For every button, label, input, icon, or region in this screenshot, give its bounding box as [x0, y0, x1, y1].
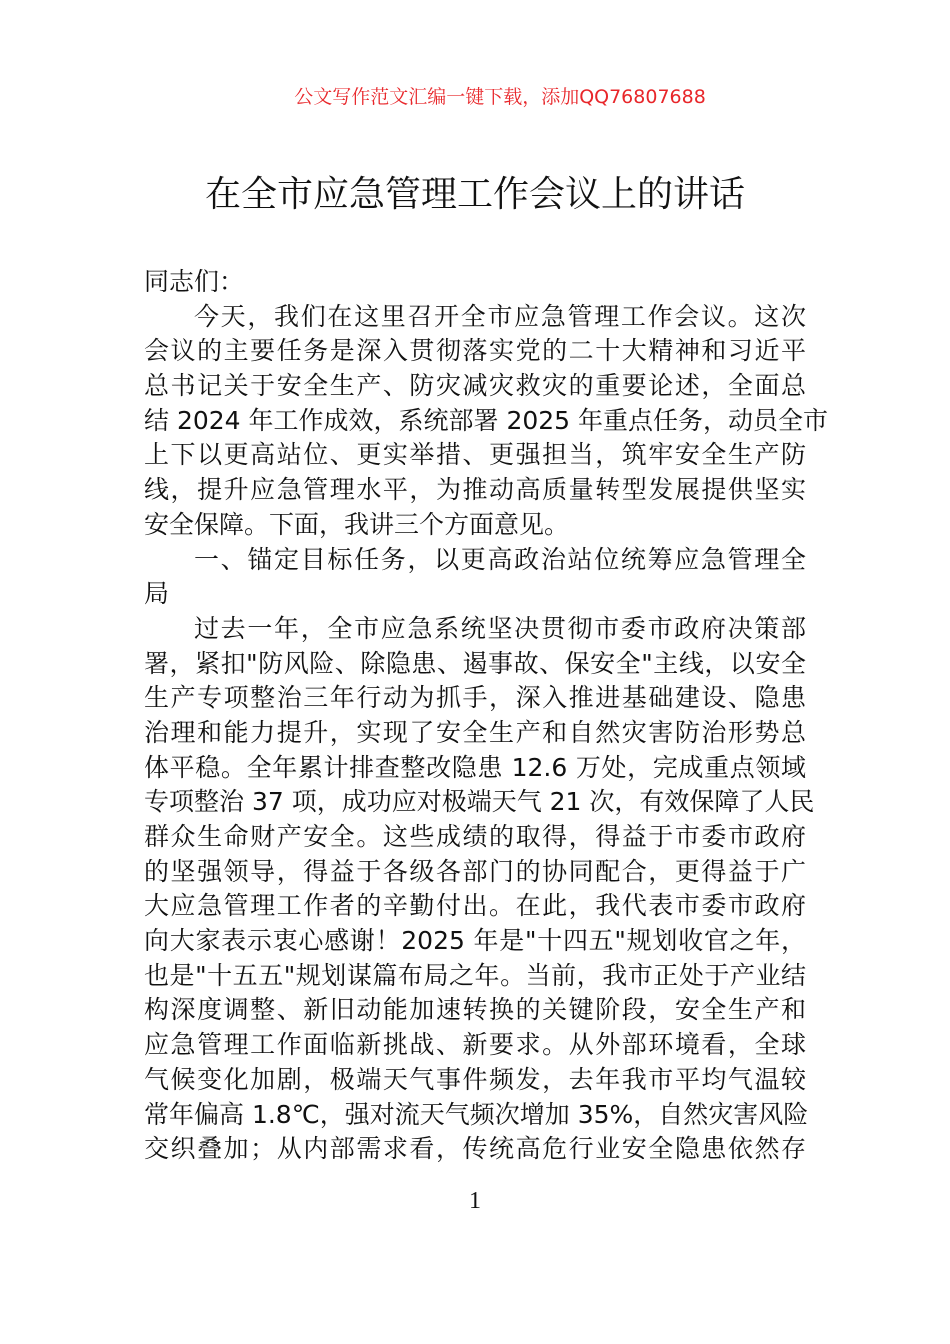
text-line: 向大家表示衷心感谢！2025 年是"十四五"规划收官之年， [144, 926, 806, 956]
document-body [144, 265, 829, 1167]
text-line: 气候变化加剧，极端天气事件频发，去年我市平均气温较 [144, 1064, 806, 1094]
text-line: 结 2024 年工作成效，系统部署 2025 年重点任务，动员全市 [144, 405, 829, 435]
text-line: 体平稳。全年累计排查整改隐患 12.6 万处，完成重点领域 [144, 752, 806, 782]
text-line: 群众生命财产安全。这些成绩的取得，得益于市委市政府 [144, 822, 806, 851]
text-line: 安全保障。下面，我讲三个方面意见。 [144, 509, 570, 539]
text-line: 总书记关于安全生产、防灾减灾救灾的重要论述，全面总 [144, 371, 806, 401]
text-line: 交织叠加；从内部需求看，传统高危行业安全隐患依然存 [144, 1134, 806, 1164]
text-line: 会议的主要任务是深入贯彻落实党的二十大精神和习近平 [144, 336, 806, 366]
text-line: 也是"十五五"规划谋篇布局之年。当前，我市正处于产业结 [144, 960, 806, 990]
text-line: 局 [144, 579, 170, 609]
text-line: 大应急管理工作者的辛勤付出。在此，我代表市委市政府 [144, 891, 806, 921]
document-title: 在全市应急管理工作会议上的讲话 [204, 174, 745, 215]
text-line: 应急管理工作面临新挑战、新要求。从外部环境看，全球 [144, 1030, 806, 1060]
text-line: 署，紧扣"防风险、除隐患、遏事故、保安全"主线，以安全 [144, 648, 806, 678]
text-line: 构深度调整、新旧动能加速转换的关键阶段，安全生产和 [144, 995, 806, 1025]
body-text [144, 300, 829, 1167]
text-line: 一、锚定目标任务，以更高政治站位统筹应急管理全 [194, 544, 806, 574]
text-line: 专项整治 37 项，成功应对极端天气 21 次，有效保障了人民 [144, 787, 815, 817]
text-line: 的坚强领导，得益于各级各部门的协同配合，更得益于广 [144, 856, 806, 886]
text-line: 常年偏高 1.8℃，强对流天气频次增加 35%，自然灾害风险 [144, 1099, 809, 1129]
text-line: 今天，我们在这里召开全市应急管理工作会议。这次 [194, 301, 806, 331]
text-line: 线，提升应急管理水平，为推动高质量转型发展提供坚实 [144, 475, 806, 505]
salutation: 同志们： [144, 267, 245, 296]
text-line: 过去一年，全市应急系统坚决贯彻市委市政府决策部 [194, 613, 806, 643]
text-line: 上下以更高站位、更实举措、更强担当，筑牢安全生产防 [144, 440, 806, 470]
text-line: 治理和能力提升，实现了安全生产和自然灾害防治形势总 [144, 717, 806, 747]
download-watermark: 公文写作范文汇编一键下载，添加QQ76807688 [294, 86, 706, 108]
text-line: 生产专项整治三年行动为抓手，深入推进基础建设、隐患 [144, 683, 806, 713]
page-number: 1 [469, 1188, 481, 1214]
